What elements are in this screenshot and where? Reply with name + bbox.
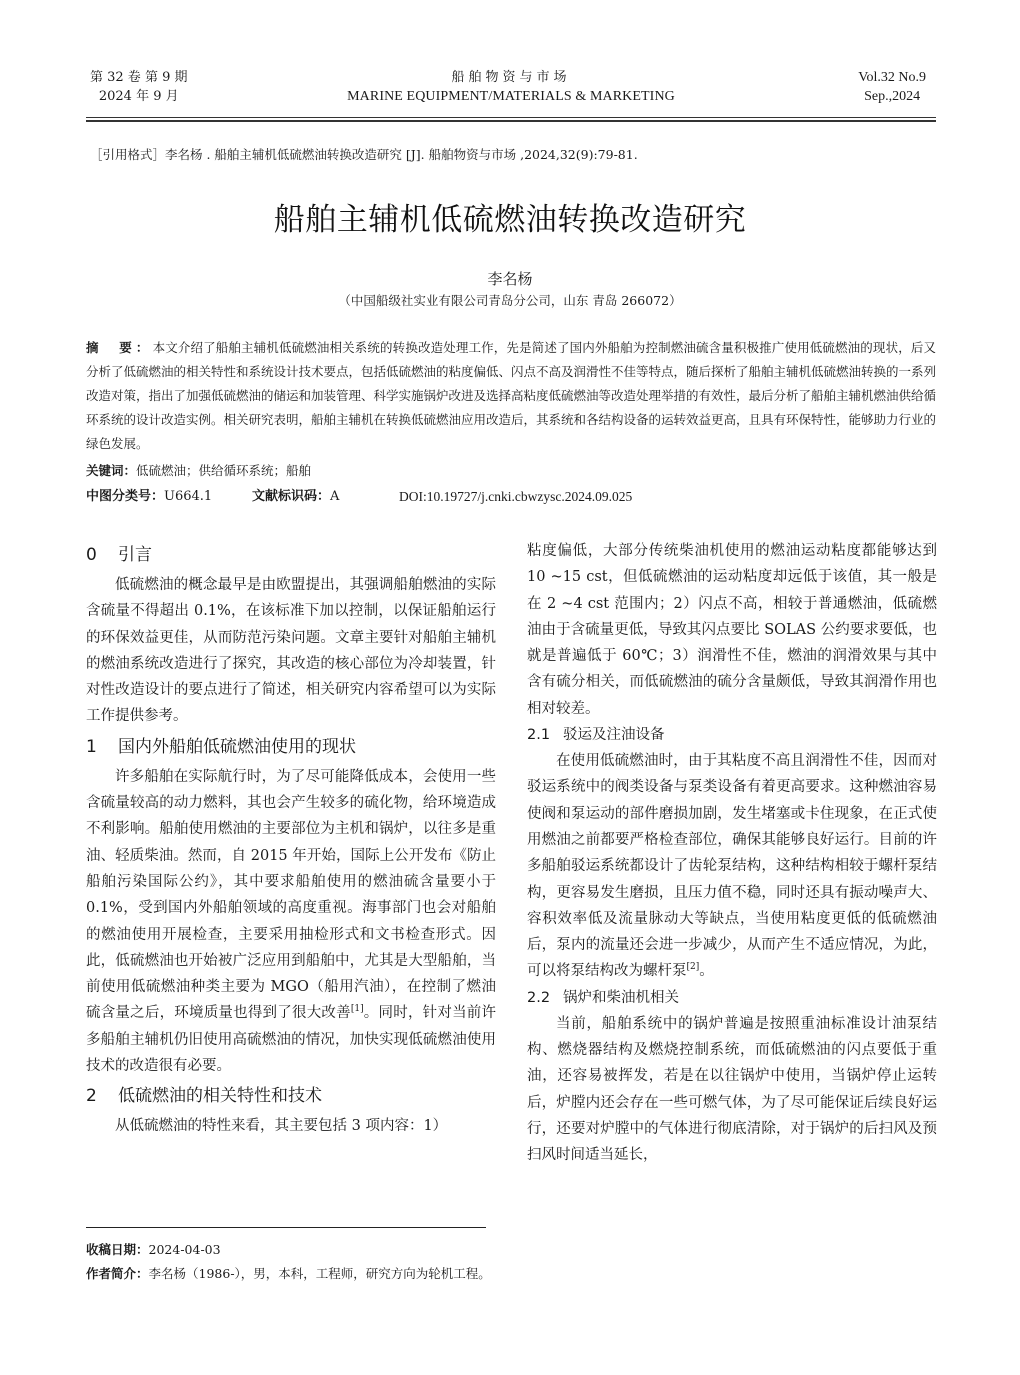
citation-text: 李名杨 . 船舶主辅机低硫燃油转换改造研究 [J]. 船舶物资与市场 ,2024,32(9):79-81.: [165, 147, 638, 162]
section-title: 引言: [118, 545, 152, 565]
body-column-left: [86, 538, 496, 1140]
paragraph: 粘度偏低，大部分传统柴油机使用的燃油运动粘度都能够达到 10 ~15 cst，但低硫燃油的运动粘度却远低于该值，其一般是在 2 ~4 cst 范围内；2）闪点不高，相较于普通燃油，低硫燃油由于含硫量更低，导致其闪点要比 SOLAS 公约要求要低，也就是普遍低于 60℃；3）润滑性不佳，燃油的润滑效果与其中含有硫分相关，而低硫燃油的硫分含量颇低，导致其润滑作用也相对较差。: [527, 543, 937, 717]
paragraph-text: 。: [699, 963, 714, 980]
section-number: 1: [86, 736, 97, 757]
section-title: 低硫燃油的相关特性和技术: [118, 1086, 322, 1107]
doi: DOI:10.19727/j.cnki.cbwzysc.2024.09.025: [399, 489, 633, 504]
journal-name-cn: 船舶物资与市场: [451, 70, 571, 85]
document-code-value: A: [330, 489, 340, 504]
body-column-right: [527, 538, 937, 1169]
clc-value: U664.1: [164, 489, 213, 504]
paragraph-text: 。同时，针对当前许多船舶主辅机仍旧使用高硫燃油的情况，加快实现低硫燃油使用技术的改造很有必要。: [86, 1005, 497, 1075]
section-number: 2: [86, 1086, 97, 1107]
citation-label: ［引用格式］: [90, 147, 166, 162]
journal-name-en: MARINE EQUIPMENT/MATERIALS & MARKETING: [347, 89, 675, 104]
abstract-text: 本文介绍了船舶主辅机低硫燃油相关系统的转换改造处理工作，先是简述了国内外船舶为控制燃油硫含量积极推广使用低硫燃油的现状，后又分析了低硫燃油的相关特性和系统设计技术要点，包括低硫燃油的粘度偏低、闪点不高及润滑性不佳等特点，随后探析了船舶主辅机低硫燃油转换的一系列改造对策，指出了加强低硫燃油的储运和加装管理、科学实施锅炉改进及选择高粘度低硫燃油等改造处理举措的有效性，最后分析了船舶主辅机燃油供给循环系统的设计改造实例。相关研究表明，船舶主辅机在转换低硫燃油应用改造后，其系统和各结构设备的运转效益更高，且具有环保特性，能够助力行业的绿色发展。: [86, 340, 937, 451]
running-header: [86, 68, 936, 112]
paper-title: 船舶主辅机低硫燃油转换改造研究: [273, 202, 747, 238]
bio-value: 李名杨（1986-），男，本科，工程师，研究方向为轮机工程。: [148, 1266, 491, 1281]
document-code: [252, 487, 339, 507]
received-label: 收稿日期：: [86, 1242, 149, 1257]
subsection-title: 锅炉和柴油机相关: [563, 989, 679, 1006]
section-heading-0: [86, 540, 496, 570]
bio-label: 作者简介：: [86, 1266, 149, 1281]
header-volume-cn: 第 32 卷 第 9 期: [90, 70, 188, 85]
paragraph: 低硫燃油的概念最早是由欧盟提出，其强调船舶燃油的实际含硫量不得超出 0.1%，在该标准下加以控制，以保证船舶运行的环保效益更佳，从而防范污染问题。文章主要针对船舶主辅机的燃油系统改造进行了探究，其改造的核心部位为冷却装置，针对性改造设计的要点进行了简述，相关研究内容希望可以为实际工作提供参考。: [86, 577, 496, 725]
paragraph: 当前，船舶系统中的锅炉普遍是按照重油标准设计油泵结构、燃烧器结构及燃烧控制系统，而低硫燃油的闪点要低于重油，还容易被挥发，若是在以往锅炉中使用，当锅炉停止运转后，炉膛内还会存在一些可燃气体，为了尽可能保证后续良好运行，还要对炉膛中的气体进行彻底清除，对于锅炉的后扫风及预扫风时间适当延长，: [527, 1015, 937, 1164]
footnotes: [86, 1238, 491, 1286]
document-code-label: 文献标识码：: [252, 489, 331, 504]
clc-number: [86, 487, 212, 507]
received-date: [86, 1238, 491, 1262]
author-name: 李名杨: [487, 270, 533, 288]
paragraph-text: 在使用低硫燃油时，由于其粘度不高且润滑性不佳，因而对驳运系统中的阀类设备与泵类设备有着更高要求。这种燃油容易使阀和泵运动的部件磨损加剧，发生堵塞或卡住现象，在正式使用燃油之前都要严格检查部位，确保其能够良好运行。目前的许多船舶驳运系统都设计了齿轮泵结构，这种结构相较于螺杆泵结构，更容易发生磨损，且压力值不稳，同时还具有振动噪声大、容积效率低及流量脉动大等缺点，当使用粘度更低的低硫燃油后，泵内的流量还会进一步减少，从而产生不适应情况，为此，可以将泵结构改为螺杆泵: [527, 753, 937, 980]
paragraph: 从低硫燃油的特性来看，其主要包括 3 项内容：1）: [115, 1118, 448, 1135]
header-right: [858, 68, 926, 106]
section-heading-1: [86, 732, 496, 762]
keywords: [86, 461, 311, 481]
section-title: 国内外船舶低硫燃油使用的现状: [118, 736, 356, 757]
keywords-label: 关键词：: [86, 463, 137, 478]
header-date-cn: 2024 年 9 月: [98, 89, 179, 104]
classification-meta: [86, 487, 936, 507]
subsection-number: 2.2: [527, 989, 551, 1006]
keywords-text: 低硫燃油；供给循环系统；船舶: [136, 463, 312, 478]
subsection-heading-2-1: [527, 722, 937, 748]
author-affiliation: （中国船级社实业有限公司青岛分公司，山东 青岛 266072）: [338, 293, 682, 308]
subsection-title: 驳运及注油设备: [563, 727, 665, 744]
citation-ref: [2]: [686, 962, 700, 973]
section-number: 0: [86, 545, 97, 565]
header-rule-thin: [86, 117, 936, 118]
paragraph-text: 许多船舶在实际航行时，为了尽可能降低成本，会使用一些含硫量较高的动力燃料，其也会产生较多的硫化物，给环境造成不利影响。船舶使用燃油的主要部位为主机和锅炉，以往多是重油、轻质柴油。然而，自 2015 年开始，国际上公开发布《防止船舶污染国际公约》，其中要求船舶使用的燃油硫含量要小于 0.1%，受到国内外船舶领域的高度重视。海事部门也会对船舶的燃油使用开展检查，主要采用抽检形式和文书检查形式。因此，低硫燃油也开始被广泛应用到船舶中，尤其是大型船舶，当前使用低硫燃油种类主要为 MGO（船用汽油），在控制了燃油硫含量之后，环境质量也得到了很大改善: [86, 768, 496, 1022]
header-center: [86, 68, 936, 106]
subsection-number: 2.1: [527, 727, 551, 744]
footnote-rule: [86, 1227, 486, 1228]
abstract: [86, 336, 936, 456]
author-bio: [86, 1262, 491, 1286]
received-value: 2024-04-03: [148, 1242, 221, 1257]
citation-ref: [1]: [350, 1004, 364, 1015]
abstract-label: 摘 要：: [86, 340, 153, 355]
header-rule-thick: [86, 120, 936, 122]
section-heading-2: [86, 1081, 496, 1111]
subsection-heading-2-2: [527, 985, 937, 1011]
paragraph: [527, 748, 937, 985]
header-volume-en: Vol.32 No.9: [858, 70, 926, 85]
paragraph: [86, 764, 496, 1080]
citation-line: [90, 146, 940, 164]
clc-label: 中图分类号：: [86, 489, 165, 504]
header-date-en: Sep.,2024: [864, 89, 921, 104]
